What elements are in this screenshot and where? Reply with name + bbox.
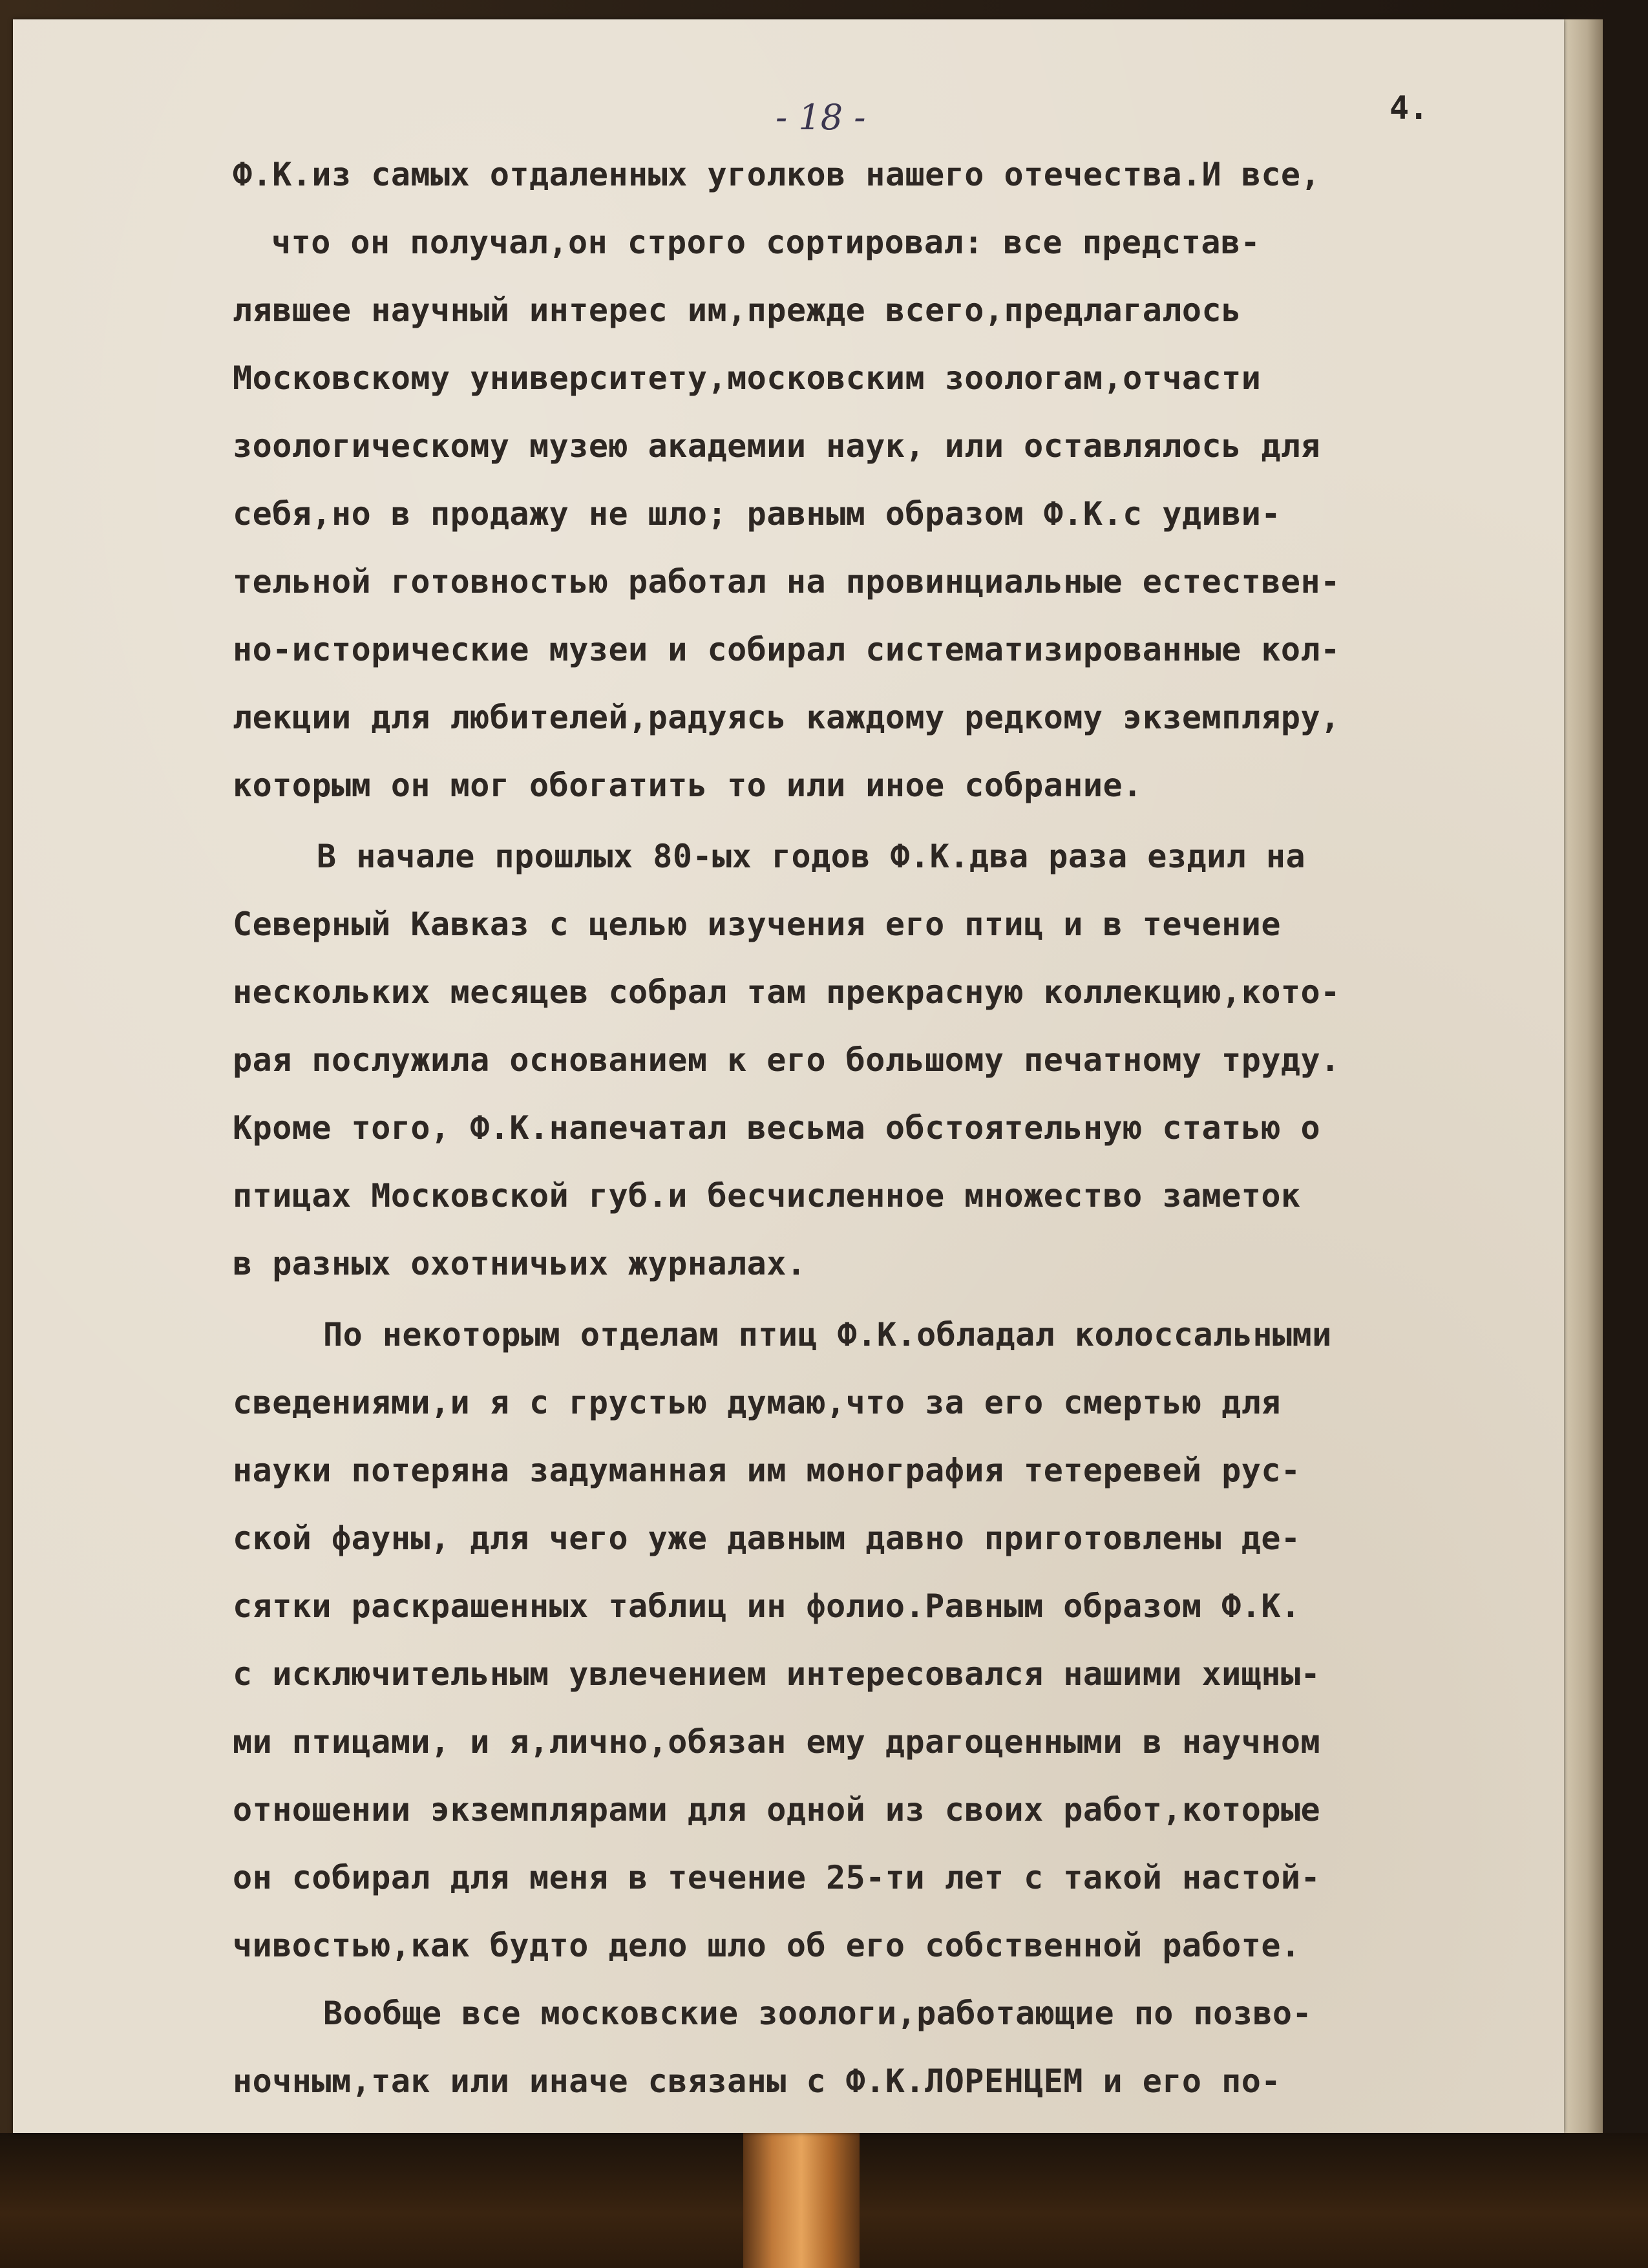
text-line: Московскому университету,московским зоологам,отчасти <box>233 359 1262 397</box>
text-line: науки потеряна задуманная им монография тетеревей рус- <box>233 1452 1301 1489</box>
text-line: сятки раскрашенных таблиц ин фолио.Равным образом Ф.К. <box>233 1587 1301 1625</box>
typed-page-number: 4. <box>1389 89 1429 127</box>
text-line: он собирал для меня в течение 25-ти лет с такой настой- <box>233 1859 1321 1896</box>
text-line: себя,но в продажу не шло; равным образом Ф.К.с удиви- <box>233 495 1281 533</box>
handwritten-page-number: - 18 - <box>776 97 866 138</box>
text-line: ской фауны, для чего уже давным давно приготовлены де- <box>233 1520 1301 1557</box>
text-line: Северный Кавказ с целью изучения его птиц и в течение <box>233 906 1281 943</box>
text-line: Ф.К.из самых отдаленных уголков нашего отечества.И все, <box>233 156 1321 193</box>
text-line: Вообще все московские зоологи,работающие по позво- <box>323 1995 1313 2032</box>
page-stack-edge <box>1564 19 1603 2133</box>
text-line: сведениями,и я с грустью думаю,что за его смертью для <box>233 1384 1281 1421</box>
text-line: По некоторым отделам птиц Ф.К.обладал колоссальными <box>323 1316 1332 1353</box>
text-line: лявшее научный интерес им,прежде всего,предлагалось <box>233 291 1241 329</box>
text-line: птицах Московской губ.и бесчисленное множество заметок <box>233 1177 1301 1214</box>
binding-clip <box>743 2133 860 2268</box>
text-line: отношении экземплярами для одной из своих работ,которые <box>233 1791 1321 1828</box>
typewritten-page <box>13 19 1564 2133</box>
text-line: что он получал,он строго сортировал: все представ- <box>271 224 1261 261</box>
text-line: ми птицами, и я,лично,обязан ему драгоценными в научном <box>233 1723 1321 1761</box>
text-line: с исключительным увлечением интересовался нашими хищны- <box>233 1655 1321 1693</box>
text-line: зоологическому музею академии наук, или оставлялось для <box>233 427 1321 465</box>
text-line: рая послужила основанием к его большому печатному труду. <box>233 1041 1340 1079</box>
text-line: чивостью,как будто дело шло об его собственной работе. <box>233 1927 1301 1964</box>
text-line: но-исторические музеи и собирал систематизированные кол- <box>233 631 1340 668</box>
text-line: которым он мог обогатить то или иное собрание. <box>233 767 1143 804</box>
text-line: ночным,так или иначе связаны с Ф.К.ЛОРЕНЦЕМ и его по- <box>233 2062 1281 2100</box>
text-line: Кроме того, Ф.К.напечатал весьма обстоятельную статью о <box>233 1109 1321 1147</box>
text-line: лекции для любителей,радуясь каждому редкому экземпляру, <box>233 699 1340 736</box>
text-line: тельной готовностью работал на провинциальные естествен- <box>233 563 1340 600</box>
text-line: в разных охотничьих журналах. <box>233 1245 807 1282</box>
text-line: В начале прошлых 80-ых годов Ф.К.два раза ездил на <box>317 838 1306 875</box>
text-line: нескольких месяцев собрал там прекрасную коллекцию,кото- <box>233 973 1340 1011</box>
